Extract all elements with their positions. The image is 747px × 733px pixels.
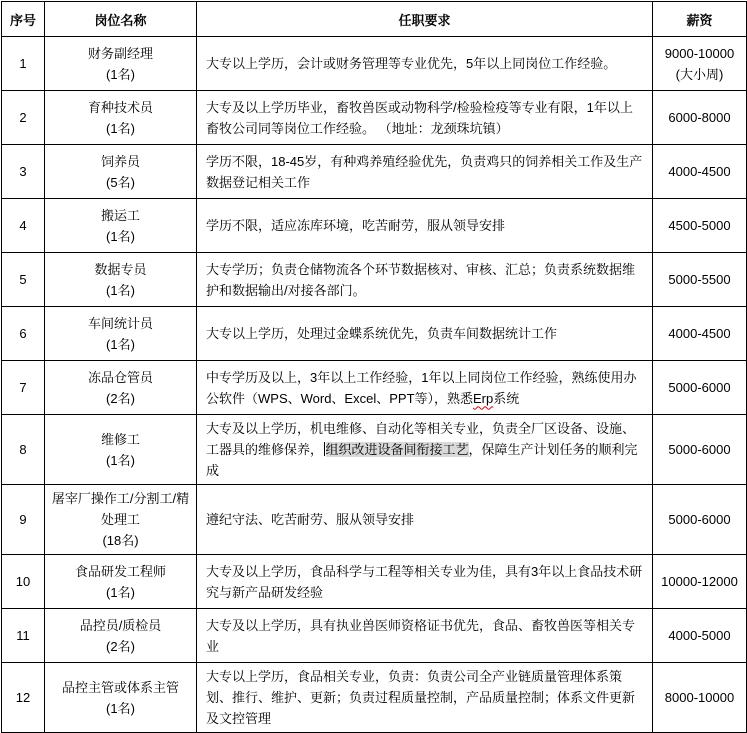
- requirement-text: 系统: [493, 390, 520, 406]
- table-row: [2, 555, 747, 609]
- requirements-cell[interactable]: [197, 91, 653, 145]
- table-row: [2, 485, 747, 555]
- salary-cell[interactable]: [653, 145, 747, 199]
- salary-range: 9000-10000: [664, 45, 735, 61]
- position-name-cell[interactable]: [45, 37, 197, 91]
- position-title: 育种技术员: [87, 99, 153, 115]
- position-title: 饲养员: [100, 153, 140, 169]
- requirement-text: 大专及以上学历毕业，畜牧兽医或动物科学/检验检疫等专业有限，1年以上畜牧公司同等岗位工作经验。 （地址：龙颈珠坑镇）: [206, 99, 633, 136]
- position-count: (2名): [106, 390, 135, 406]
- position-name-cell[interactable]: [45, 663, 197, 733]
- col-header-salary: 薪资: [653, 2, 747, 37]
- col-header-requirements: 任职要求: [197, 2, 653, 37]
- row-number-cell[interactable]: 8: [2, 415, 45, 485]
- salary-cell[interactable]: [653, 609, 747, 663]
- row-number-cell[interactable]: 12: [2, 663, 45, 733]
- table-row: [2, 609, 747, 663]
- table-row: [2, 91, 747, 145]
- job-positions-table: [1, 1, 747, 733]
- position-name-cell[interactable]: [45, 91, 197, 145]
- salary-note: (大小周): [675, 66, 724, 82]
- position-name-cell[interactable]: [45, 485, 197, 555]
- salary-range: 5000-6000: [668, 512, 731, 527]
- spell-error-text: Erp: [473, 390, 494, 406]
- salary-cell[interactable]: [653, 485, 747, 555]
- salary-cell[interactable]: [653, 91, 747, 145]
- position-title: 财务副经理: [87, 45, 153, 61]
- position-name-cell[interactable]: [45, 415, 197, 485]
- position-count: (1名): [106, 700, 135, 716]
- position-name-cell[interactable]: [45, 361, 197, 415]
- position-title: 车间统计员: [87, 315, 153, 331]
- table-body: [2, 37, 747, 733]
- table-row: [2, 199, 747, 253]
- position-title: 冻品仓管员: [87, 369, 153, 385]
- requirements-cell[interactable]: [197, 485, 653, 555]
- requirements-cell[interactable]: [197, 37, 653, 91]
- salary-cell[interactable]: [653, 415, 747, 485]
- position-name-cell[interactable]: [45, 555, 197, 609]
- requirements-cell[interactable]: [197, 555, 653, 609]
- salary-cell[interactable]: [653, 555, 747, 609]
- row-number-cell[interactable]: 7: [2, 361, 45, 415]
- salary-cell[interactable]: [653, 199, 747, 253]
- position-name-cell[interactable]: [45, 199, 197, 253]
- salary-cell[interactable]: [653, 361, 747, 415]
- position-title: 搬运工: [100, 207, 140, 223]
- salary-range: 10000-12000: [661, 574, 738, 589]
- salary-range: 4500-5000: [668, 218, 731, 233]
- requirement-text: 学历不限，适应冻库环境，吃苦耐劳，服从领导安排: [206, 218, 506, 233]
- salary-cell[interactable]: [653, 37, 747, 91]
- requirement-text: 遵纪守法、吃苦耐劳、服从领导安排: [206, 512, 415, 527]
- position-name-cell[interactable]: [45, 145, 197, 199]
- row-number-cell[interactable]: 11: [2, 609, 45, 663]
- table-row: [2, 307, 747, 361]
- position-title: 数据专员: [94, 261, 147, 277]
- salary-range: 5000-5500: [668, 272, 731, 287]
- position-count: (1名): [106, 452, 135, 468]
- requirement-text: 大专及以上学历，机电维修、自动化等相关专业，负责全厂区设备、设施、工器具的维修保养，: [206, 421, 636, 457]
- salary-range: 5000-6000: [668, 442, 731, 457]
- position-title: 食品研发工程师: [74, 563, 166, 579]
- salary-cell[interactable]: [653, 253, 747, 307]
- salary-cell[interactable]: [653, 307, 747, 361]
- requirement-text: 大专以上学历，食品相关专业，负责：负责公司全产业链质量管理体系策划、推行、维护、更新；负责过程质量控制，产品质量控制；体系文件更新及文控管理: [206, 669, 636, 726]
- requirements-cell[interactable]: [197, 663, 653, 733]
- position-name-cell[interactable]: [45, 253, 197, 307]
- row-number-cell[interactable]: 9: [2, 485, 45, 555]
- table-row: [2, 253, 747, 307]
- requirements-cell[interactable]: [197, 199, 653, 253]
- requirement-text: 大专以上学历，处理过金蝶系统优先，负责车间数据统计工作: [206, 326, 558, 341]
- salary-range: 4000-4500: [668, 164, 731, 179]
- requirements-cell[interactable]: [197, 415, 653, 485]
- requirement-text: ，保障生产计划任务的顺利完成: [206, 442, 638, 478]
- position-count: (5名): [106, 174, 135, 190]
- table-row: [2, 37, 747, 91]
- position-count: (1名): [106, 336, 135, 352]
- requirement-text: 大专以上学历，会计或财务管理等专业优先，5年以上同岗位工作经验。: [206, 56, 617, 71]
- requirements-cell[interactable]: [197, 145, 653, 199]
- requirements-cell[interactable]: [197, 253, 653, 307]
- position-name-cell[interactable]: [45, 307, 197, 361]
- requirement-text: 中专学历及以上，3年以上工作经验，1年以上同岗位工作经验，熟练使用办公软件（WPS、Word、Excel、PPT等），熟悉: [206, 369, 637, 406]
- row-number-cell[interactable]: 2: [2, 91, 45, 145]
- requirements-cell[interactable]: [197, 307, 653, 361]
- requirement-text: 学历不限，18-45岁，有种鸡养殖经验优先，负责鸡只的饲养相关工作及生产数据登记相关工作: [206, 153, 643, 190]
- row-number-cell[interactable]: 5: [2, 253, 45, 307]
- position-title: 屠宰厂操作工/分割工/精处理工: [51, 491, 190, 527]
- salary-cell[interactable]: [653, 663, 747, 733]
- position-count: (18名): [102, 533, 139, 548]
- salary-range: 8000-10000: [664, 690, 735, 705]
- requirement-text: 大专及以上学历，具有执业兽医师资格证书优先，食品、畜牧兽医等相关专业: [206, 617, 636, 654]
- position-count: (1名): [106, 584, 135, 600]
- position-count: (2名): [106, 638, 135, 654]
- position-count: (1名): [106, 120, 135, 136]
- requirements-cell[interactable]: [197, 609, 653, 663]
- position-count: (1名): [106, 228, 135, 244]
- header-row: [2, 2, 747, 37]
- col-header-position: 岗位名称: [45, 2, 197, 37]
- requirement-text: 大专及以上学历，食品科学与工程等相关专业为佳，具有3年以上食品技术研究与新产品研发经验: [206, 563, 643, 600]
- salary-range: 6000-8000: [668, 110, 731, 125]
- requirement-text: 大专学历；负责仓储物流各个环节数据核对、审核、汇总；负责系统数据维护和数据输出/对接各部门。: [206, 261, 636, 298]
- salary-range: 5000-6000: [668, 380, 731, 395]
- col-header-no: 序号: [2, 2, 45, 37]
- position-title: 维修工: [100, 431, 140, 447]
- table-row: [2, 663, 747, 733]
- position-title: 品控主管或体系主管: [61, 679, 179, 695]
- selected-text: 组织改进设备间衔接工艺: [325, 442, 469, 457]
- salary-range: 4000-4500: [668, 326, 731, 341]
- row-number-cell[interactable]: 4: [2, 199, 45, 253]
- salary-range: 4000-5000: [668, 628, 731, 643]
- position-count: (1名): [106, 66, 135, 82]
- row-number-cell[interactable]: 10: [2, 555, 45, 609]
- table-row: [2, 145, 747, 199]
- table-row: [2, 415, 747, 485]
- requirements-cell[interactable]: [197, 361, 653, 415]
- row-number-cell[interactable]: 6: [2, 307, 45, 361]
- text-cursor: [324, 442, 326, 456]
- position-count: (1名): [106, 282, 135, 298]
- position-title: 品控员/质检员: [79, 617, 162, 633]
- row-number-cell[interactable]: 3: [2, 145, 45, 199]
- table-row: [2, 361, 747, 415]
- row-number-cell[interactable]: 1: [2, 37, 45, 91]
- position-name-cell[interactable]: [45, 609, 197, 663]
